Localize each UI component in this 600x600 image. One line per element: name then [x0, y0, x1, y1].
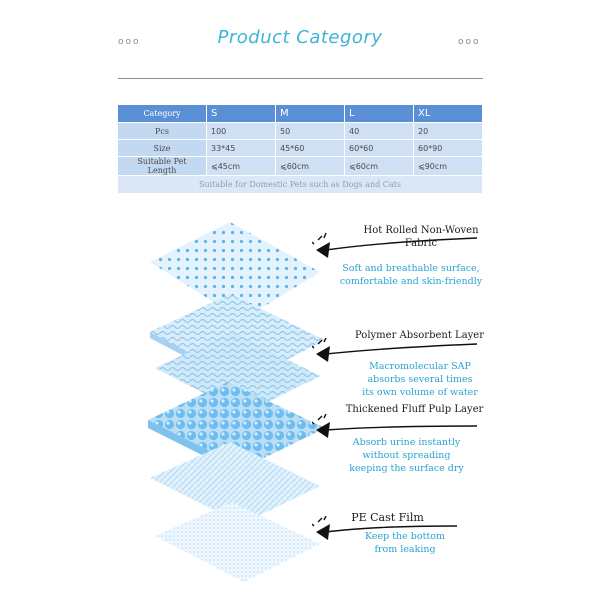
- row-label: Suitable Pet Length: [118, 157, 207, 176]
- description-line: Keep the bottom: [365, 531, 445, 542]
- description-line: without spreading: [362, 450, 451, 461]
- size-spec-table: [117, 104, 483, 194]
- table-cell: 100: [207, 123, 276, 140]
- table-cell: 45*60: [276, 140, 345, 157]
- table-header-cell: Category: [118, 105, 207, 123]
- table-cell: 60*90: [414, 140, 483, 157]
- table-header-cell: M: [276, 105, 345, 123]
- layer-name-line: Hot Rolled Non-Woven: [363, 225, 479, 236]
- table-cell: 33*45: [207, 140, 276, 157]
- table-cell: 40: [345, 123, 414, 140]
- layer-description: [336, 262, 486, 288]
- layer-label: [356, 224, 486, 250]
- table-row: [118, 140, 483, 157]
- layer-label: [342, 403, 487, 416]
- layer-name-line: PE Cast Film: [351, 511, 424, 524]
- table-header-row: [118, 105, 483, 123]
- table-cell: 60*60: [345, 140, 414, 157]
- title-divider: [118, 78, 483, 79]
- layer-name-line: Fabric: [404, 238, 438, 249]
- table-header-cell: L: [345, 105, 414, 123]
- table-footer-note: Suitable for Domestic Pets such as Dogs and Cats: [118, 176, 483, 194]
- layer-description: [350, 360, 490, 399]
- description-line: comfortable and skin-friendly: [339, 276, 483, 287]
- page-title: Product Category: [217, 27, 383, 48]
- layer-label: [345, 511, 430, 524]
- table-header-cell: XL: [414, 105, 483, 123]
- layer-name-line: Thickened Fluff Pulp Layer: [345, 404, 484, 415]
- layer-description: [360, 530, 450, 556]
- layer-description: [344, 436, 469, 475]
- layer-name-line: Polymer Absorbent Layer: [354, 330, 484, 341]
- table-cell: 50: [276, 123, 345, 140]
- description-line: absorbs several times: [367, 374, 473, 385]
- row-label: Pcs: [118, 123, 207, 140]
- table-row: [118, 123, 483, 140]
- description-line: from leaking: [374, 544, 436, 555]
- description-line: keeping the surface dry: [349, 463, 464, 474]
- table-header-cell: S: [207, 105, 276, 123]
- row-label: Size: [118, 140, 207, 157]
- table-cell: ⩽90cm: [414, 157, 483, 176]
- table-footer-row: [118, 176, 483, 194]
- table-cell: 20: [414, 123, 483, 140]
- description-line: Absorb urine instantly: [352, 437, 461, 448]
- decorative-dots-right: ooo: [458, 37, 481, 47]
- table-cell: ⩽45cm: [207, 157, 276, 176]
- layer-pe-film: [155, 502, 320, 582]
- decorative-dots-left: ooo: [118, 37, 141, 47]
- description-line: Soft and breathable surface,: [342, 263, 480, 274]
- description-line: its own volume of water: [362, 387, 478, 398]
- description-line: Macromolecular SAP: [369, 361, 471, 372]
- table-cell: ⩽60cm: [345, 157, 414, 176]
- table-row: [118, 157, 483, 176]
- layer-label: [352, 329, 487, 342]
- table-cell: ⩽60cm: [276, 157, 345, 176]
